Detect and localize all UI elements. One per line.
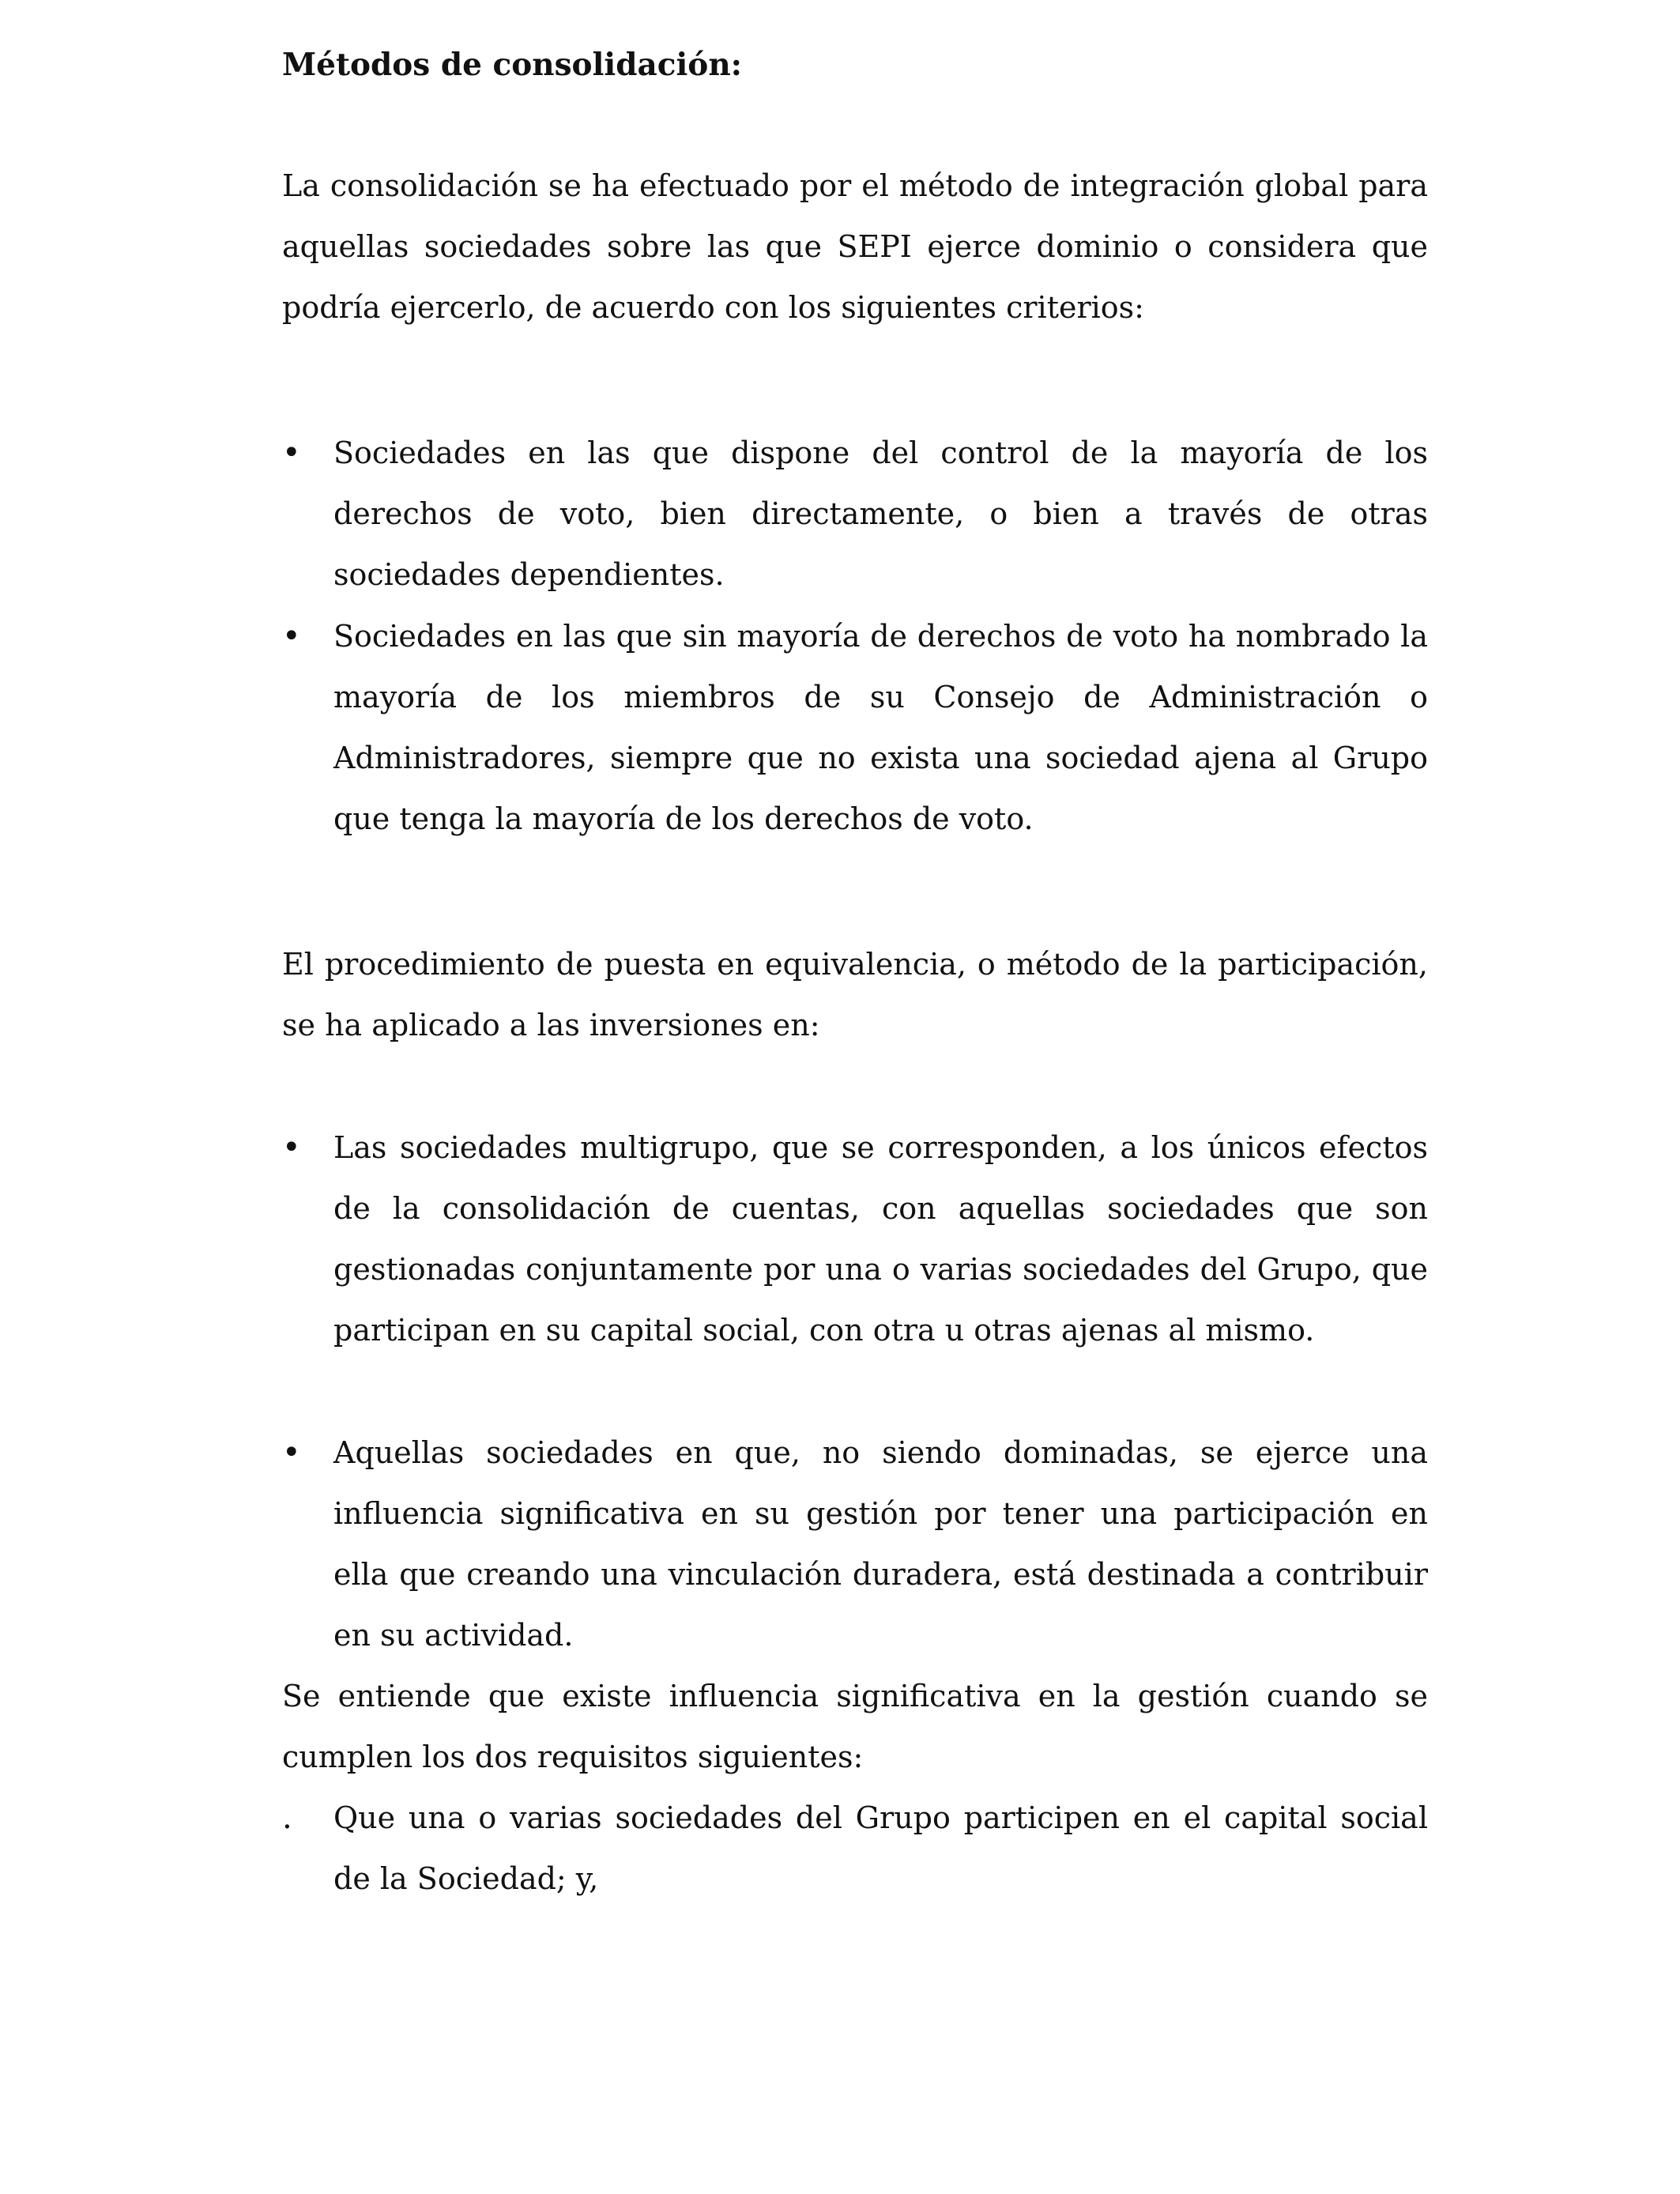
equity-method-paragraph: El procedimiento de puesta en equivalencia, o método de la participación, se ha aplicado a las inversiones en: bbox=[282, 947, 1428, 1042]
intro-paragraph: La consolidación se ha efectuado por el método de integración global para aquellas sociedades sobre las que SEPI ejerce dominio o considera que podría ejercerlo, de acuerdo con los siguientes criterios: bbox=[282, 168, 1428, 325]
bullet-icon: • bbox=[282, 618, 301, 654]
list-item-text: Las sociedades multigrupo, que se corresponden, a los únicos efectos de la consolidación de cuentas, con aquellas sociedades que son gestionadas conjuntamente por una o varias sociedades del Grupo, que participan en su capital social, con otra u otras ajenas al mismo. bbox=[333, 1130, 1428, 1348]
section-heading: Métodos de consolidación: bbox=[282, 47, 743, 83]
list-item-text: Sociedades en las que dispone del control de la mayoría de los derechos de voto, bien directamente, o bien a través de otras sociedades dependientes. bbox=[333, 435, 1428, 592]
equity-list-item bbox=[282, 1118, 1428, 1361]
bullet-icon: • bbox=[282, 1129, 301, 1166]
bullet-icon: • bbox=[282, 1434, 301, 1471]
list-item-text: Aquellas sociedades en que, no siendo dominadas, se ejerce una influencia significativa en su gestión por tener una participación en ella que creando una vinculación duradera, está destinada a contribuir en su actividad. bbox=[333, 1435, 1428, 1653]
influence-paragraph: Se entiende que existe influencia significativa en la gestión cuando se cumplen los dos requisitos siguientes: bbox=[282, 1679, 1428, 1774]
bullet-icon: • bbox=[282, 435, 301, 471]
criteria-list-item bbox=[282, 423, 1428, 605]
criteria-list-item bbox=[282, 606, 1428, 850]
list-item-text: Sociedades en las que sin mayoría de derechos de voto ha nombrado la mayoría de los miembros de su Consejo de Administración o Administradores, siempre que no exista una sociedad ajena al Grupo que tenga la mayoría de los derechos de voto. bbox=[333, 619, 1428, 836]
list-marker: . bbox=[282, 1800, 292, 1836]
requirement-list-item bbox=[282, 1788, 1428, 1909]
equity-list-item bbox=[282, 1423, 1428, 1666]
list-item-text: Que una o varias sociedades del Grupo participen en el capital social de la Sociedad; y, bbox=[333, 1800, 1428, 1896]
